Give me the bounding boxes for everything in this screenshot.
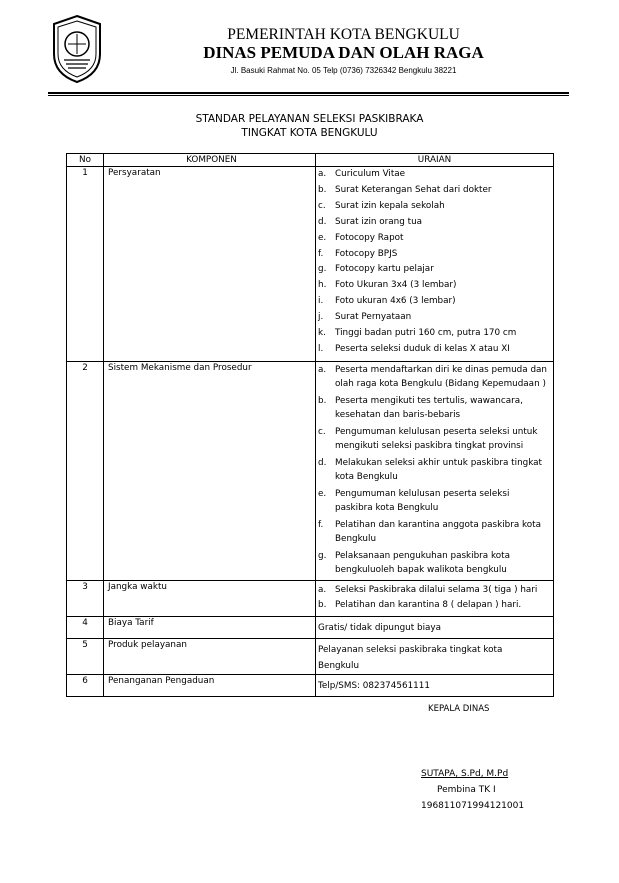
list-item: a. Seleksi Paskibraka dilalui selama 3( tiga ) hari bbox=[318, 585, 538, 595]
list-item: b. Peserta mengikuti tes tertulis, wawancara, kesehatan dan baris-bebaris bbox=[318, 396, 523, 420]
row-number: 1 bbox=[82, 168, 88, 178]
row-component: Produk pelayanan bbox=[108, 640, 187, 650]
header-uraian: URAIAN bbox=[316, 154, 554, 167]
row-number: 4 bbox=[82, 618, 88, 628]
table-row bbox=[67, 617, 554, 639]
list-item: i. Foto ukuran 4x6 (3 lembar) bbox=[318, 296, 456, 307]
row-number: 5 bbox=[82, 640, 88, 650]
list-item: b. Pelatihan dan karantina 8 ( delapan ) hari. bbox=[318, 600, 522, 610]
document-title: STANDAR PELAYANAN SELEKSI PASKIBRAKA bbox=[195, 113, 424, 125]
table-row bbox=[67, 581, 554, 617]
letterhead-rule-thick bbox=[48, 92, 569, 94]
row-number: 3 bbox=[82, 582, 88, 592]
list-item: e. Fotocopy Rapot bbox=[318, 232, 404, 243]
row-number: 6 bbox=[82, 676, 88, 686]
row-component: Jangka waktu bbox=[108, 582, 167, 592]
table-row bbox=[67, 167, 554, 362]
service-standard-table bbox=[66, 153, 554, 697]
list-item: c. Pengumuman kelulusan peserta seleksi untuk mengikuti seleksi paskibra tingkat provinsi bbox=[318, 427, 538, 451]
row-component: Persyaratan bbox=[108, 168, 161, 178]
list-item: a. Peserta mendaftarkan diri ke dinas pemuda dan olah raga kota Bengkulu (Bidang Kepemudaan ) bbox=[318, 365, 547, 389]
row-description: Pelayanan seleksi paskibraka tingkat kota Bengkulu bbox=[318, 645, 503, 671]
row-component: Biaya Tarif bbox=[108, 618, 154, 628]
row-component: Sistem Mekanisme dan Prosedur bbox=[108, 363, 252, 373]
list-item: h. Foto Ukuran 3x4 (3 lembar) bbox=[318, 280, 457, 291]
list-item: b. Surat Keterangan Sehat dari dokter bbox=[318, 184, 492, 195]
list-item: g. Fotocopy kartu pelajar bbox=[318, 264, 434, 275]
list-item: c. Surat izin kepala sekolah bbox=[318, 200, 445, 211]
document-subtitle: TINGKAT KOTA BENGKULU bbox=[241, 127, 378, 139]
letterhead-rule-thin bbox=[48, 95, 569, 96]
list-item: k. Tinggi badan putri 160 cm, putra 170 cm bbox=[318, 328, 517, 339]
letterhead-address: Jl. Basuki Rahmat No. 05 Telp (0736) 7326342 Bengkulu 38221 bbox=[230, 66, 457, 75]
table-header-row bbox=[67, 154, 554, 167]
letterhead-department: DINAS PEMUDA DAN OLAH RAGA bbox=[203, 43, 484, 62]
letterhead-government: PEMERINTAH KOTA BENGKULU bbox=[227, 26, 460, 43]
signatory-nip: 196811071994121001 bbox=[421, 801, 525, 811]
header-komponen: KOMPONEN bbox=[104, 154, 316, 167]
signatory-name: SUTAPA, S.Pd, M.Pd bbox=[421, 769, 509, 779]
row-description: Telp/SMS: 082374561111 bbox=[318, 681, 430, 691]
signatory-rank: Pembina TK I bbox=[437, 785, 496, 795]
table-row bbox=[67, 639, 554, 675]
requirements-list bbox=[316, 167, 553, 358]
list-item: g. Pelaksanaan pengukuhan paskibra kota bengkuluoleh bapak walikota bengkulu bbox=[318, 551, 510, 575]
list-item: d. Surat izin orang tua bbox=[318, 216, 423, 227]
list-item: e. Pengumuman kelulusan peserta seleksi paskibra kota Bengkulu bbox=[318, 489, 510, 513]
list-item: f. Fotocopy BPJS bbox=[318, 248, 398, 259]
procedure-list bbox=[316, 362, 553, 577]
duration-list bbox=[316, 581, 553, 612]
list-item: j. Surat Pernyataan bbox=[318, 312, 412, 323]
row-description: Gratis/ tidak dipungut biaya bbox=[318, 623, 442, 633]
list-item: f. Pelatihan dan karantina anggota paskibra kota Bengkulu bbox=[318, 520, 542, 544]
list-item: a. Curiculum Vitae bbox=[318, 169, 406, 179]
list-item: d. Melakukan seleksi akhir untuk paskibra tingkat kota Bengkulu bbox=[318, 458, 543, 482]
row-number: 2 bbox=[82, 363, 88, 373]
table-row bbox=[67, 675, 554, 697]
signatory-position: KEPALA DINAS bbox=[428, 704, 490, 714]
row-component: Penanganan Pengaduan bbox=[108, 676, 215, 686]
header-no: No bbox=[67, 154, 104, 167]
list-item: l. Peserta seleksi duduk di kelas X atau XI bbox=[318, 343, 510, 354]
table-row bbox=[67, 362, 554, 581]
